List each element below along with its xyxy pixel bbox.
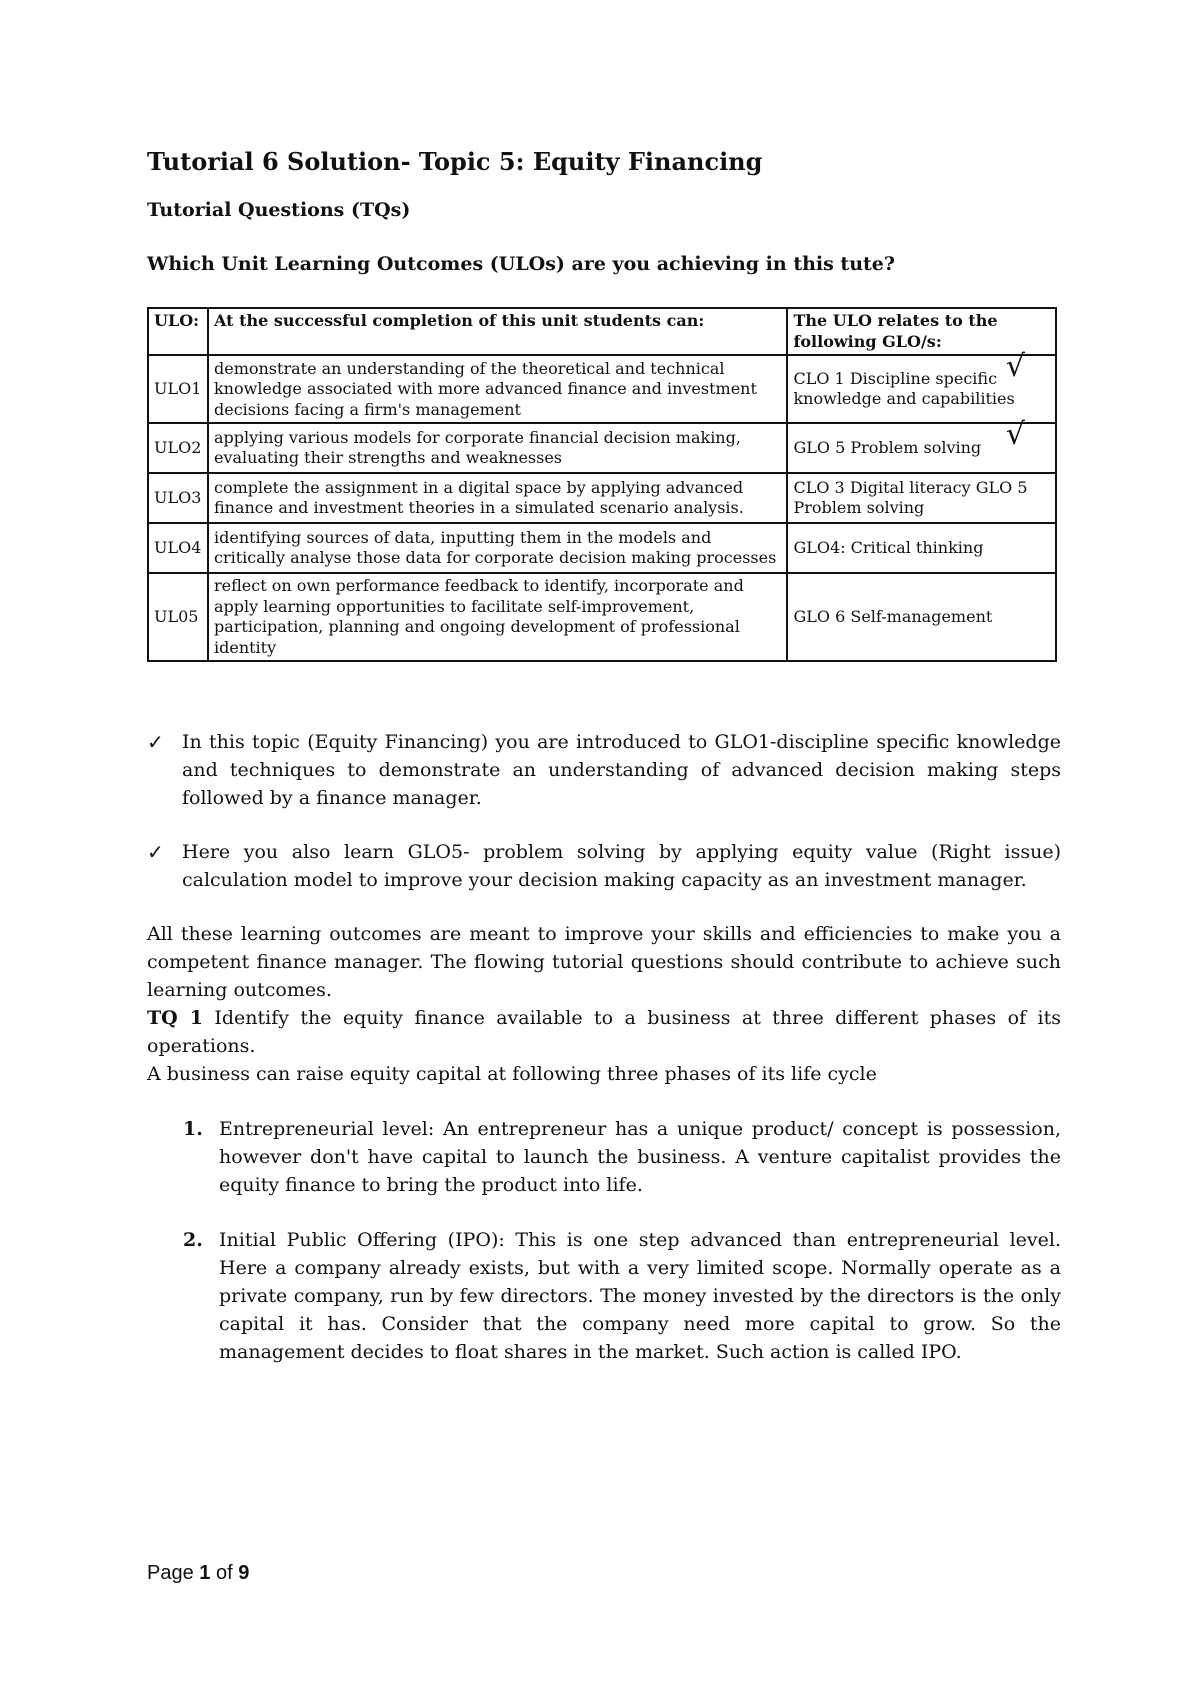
ulo-glo-cell [787, 349, 1056, 423]
footer-of-word: of [215, 1562, 233, 1584]
list-item [147, 1115, 1061, 1199]
ulo-glo: CLO 1 Discipline specific knowledge and capabilities [793, 368, 1015, 409]
footer-current-page: 1 [199, 1562, 211, 1584]
phase-number: 2. [183, 1229, 203, 1252]
document-body [147, 148, 1061, 1393]
phase-text: Entrepreneurial level: An entrepreneur has a unique product/ concept is possession, however don't have capital to launch the business. A venture capitalist provides the equity finance to bring the product into life. [219, 1118, 1061, 1197]
table-row [148, 573, 1056, 661]
phase-text: Initial Public Offering (IPO): This is one step advanced than entrepreneurial level. Here a company already exists, but with a very limited scope. Normally operate as a private company, run by few directors. The money invested by the directors is the only capital it has. Consider that the company need more capital to grow. So the management decides to float shares in the market. Such action is called IPO. [219, 1229, 1061, 1364]
page-title: Tutorial 6 Solution- Topic 5: Equity Financing [147, 147, 763, 176]
table-row [148, 523, 1056, 573]
glo-bullet-list [147, 728, 1061, 894]
table-row [148, 473, 1056, 523]
list-item [147, 1226, 1061, 1366]
header-ulo: ULO: [148, 308, 208, 355]
ulo-code: ULO3 [148, 473, 208, 523]
ulo-glo: GLO4: Critical thinking [787, 523, 1056, 573]
header-glo: The ULO relates to the following GLO/s: [787, 308, 1056, 355]
phases-list [147, 1115, 1061, 1366]
phase-number: 1. [183, 1118, 203, 1141]
tq1-label: TQ 1 [147, 1007, 203, 1030]
checkmark-icon: ✓ [147, 840, 164, 865]
header-outcome: At the successful completion of this unit students can: [208, 308, 788, 355]
footer-total-pages: 9 [238, 1562, 250, 1584]
life-cycle-paragraph: A business can raise equity capital at following three phases of its life cycle [147, 1063, 877, 1086]
page-footer [147, 1562, 249, 1585]
handwritten-tick-icon: √ [1005, 349, 1025, 385]
ulo-code: ULO2 [148, 423, 208, 473]
footer-page-word: Page [147, 1562, 194, 1584]
bullet-text: Here you also learn GLO5- problem solving by applying equity value (Right issue) calculation model to improve your decision making capacity as an investment manager. [182, 841, 1061, 892]
tq1-text: Identify the equity finance available to a business at three different phases of its operations. [147, 1007, 1062, 1058]
list-item [147, 728, 1061, 812]
ulo-question: Which Unit Learning Outcomes (ULOs) are you achieving in this tute? [147, 252, 896, 275]
ulo-outcome: identifying sources of data, inputting them in the models and critically analyse those data for corporate decision making processes [208, 523, 788, 573]
ulo-code: ULO1 [148, 355, 208, 423]
handwritten-tick-icon: √ [1005, 417, 1025, 453]
outcomes-paragraph: All these learning outcomes are meant to improve your skills and efficiencies to make you a competent finance manager. The flowing tutorial questions should contribute to achieve such learning outcomes. [147, 923, 1061, 1002]
ulo-code: ULO4 [148, 523, 208, 573]
ulo-glo: CLO 3 Digital literacy GLO 5 Problem solving [787, 473, 1056, 523]
ulo-glo: GLO 5 Problem solving [793, 438, 982, 458]
ulo-outcome: complete the assignment in a digital space by applying advanced finance and investment theories in a simulated scenario analysis. [208, 473, 788, 523]
ulo-code: UL05 [148, 573, 208, 661]
tq1-paragraph [147, 1004, 1061, 1060]
checkmark-icon: ✓ [147, 730, 164, 755]
ulo-glo-cell [787, 417, 1056, 473]
table-row [148, 355, 1056, 423]
list-item [147, 838, 1061, 894]
ulo-outcome: reflect on own performance feedback to identify, incorporate and apply learning opportunities to facilitate self-improvement, participation, planning and ongoing development of professional identity [208, 573, 788, 661]
ulo-table [147, 307, 1057, 662]
ulo-table-header [148, 308, 1056, 355]
table-row [148, 423, 1056, 473]
bullet-text: In this topic (Equity Financing) you are introduced to GLO1-discipline specific knowledge and techniques to demonstrate an understanding of advanced decision making steps followed by a finance manager. [182, 731, 1061, 810]
ulo-outcome: applying various models for corporate financial decision making, evaluating their strengths and weaknesses [208, 423, 788, 473]
section-subtitle: Tutorial Questions (TQs) [147, 198, 411, 221]
ulo-glo: GLO 6 Self-management [787, 573, 1056, 661]
ulo-outcome: demonstrate an understanding of the theoretical and technical knowledge associated with more advanced finance and investment decisions facing a firm's management [208, 355, 788, 423]
